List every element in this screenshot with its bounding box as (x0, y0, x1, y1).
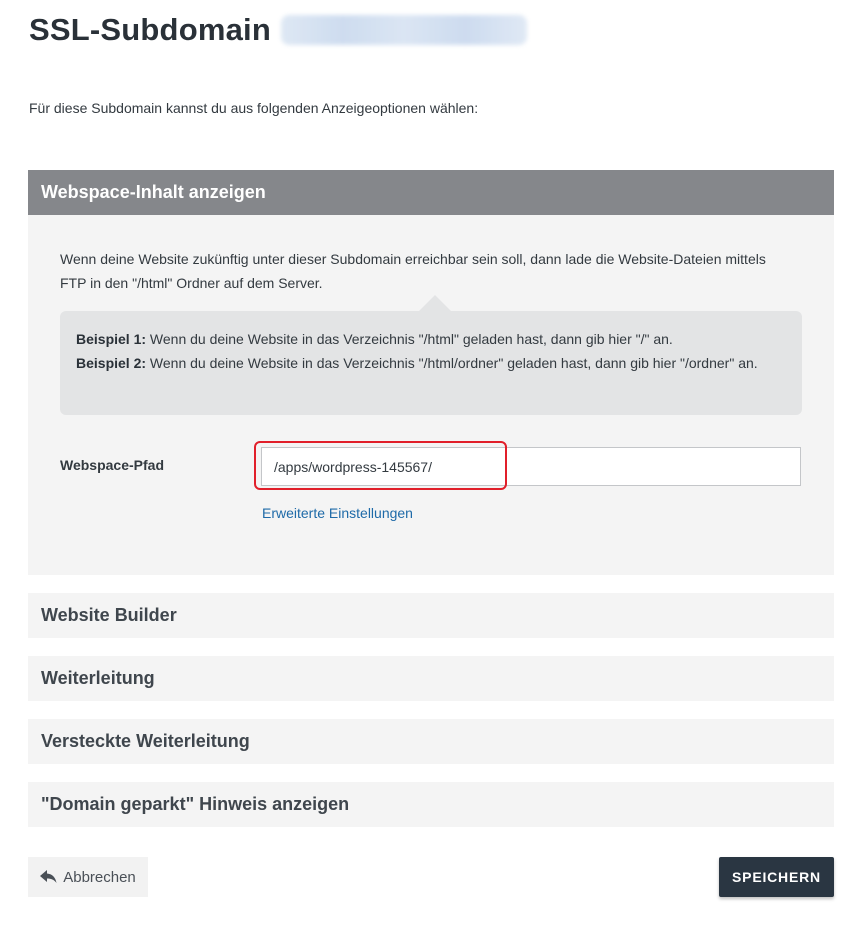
example-2-label: Beispiel 2: (76, 355, 147, 371)
option-domain-parked-notice[interactable]: "Domain geparkt" Hinweis anzeigen (28, 782, 834, 827)
option-forwarding[interactable]: Weiterleitung (28, 656, 834, 701)
example-2 (76, 351, 792, 375)
webspace-path-input[interactable] (261, 447, 801, 486)
example-1-label: Beispiel 1: (76, 331, 147, 347)
example-box (60, 311, 802, 415)
save-button[interactable]: SPEICHERN (719, 857, 834, 897)
intro-text: Für diese Subdomain kannst du aus folgenden Anzeigeoptionen wählen: (29, 100, 479, 116)
example-box-caret (419, 295, 451, 311)
option-website-builder[interactable]: Website Builder (28, 593, 834, 638)
webspace-content-panel (28, 170, 834, 575)
webspace-description: Wenn deine Website zukünftig unter dieser Subdomain erreichbar sein soll, dann lade die Website-Dateien mittels FTP in den "/html" Ordner auf dem Server. (60, 251, 766, 291)
title-row (29, 8, 527, 52)
advanced-settings-link[interactable]: Erweiterte Einstellungen (262, 505, 413, 521)
cancel-button[interactable] (28, 857, 148, 897)
page-title: SSL-Subdomain (29, 12, 271, 47)
example-1-text: Wenn du deine Website in das Verzeichnis "/html" geladen hast, dann gib hier "/" an. (146, 331, 673, 347)
blurred-domain-name (281, 15, 527, 45)
webspace-path-label: Webspace-Pfad (60, 457, 164, 473)
reply-arrow-icon (40, 870, 57, 884)
webspace-panel-header[interactable]: Webspace-Inhalt anzeigen (28, 170, 834, 215)
cancel-button-label: Abbrechen (63, 868, 136, 886)
example-1 (76, 327, 792, 351)
option-hidden-forwarding[interactable]: Versteckte Weiterleitung (28, 719, 834, 764)
example-2-text: Wenn du deine Website in das Verzeichnis "/html/ordner" geladen hast, dann gib hier "/ordner" an. (146, 355, 758, 371)
